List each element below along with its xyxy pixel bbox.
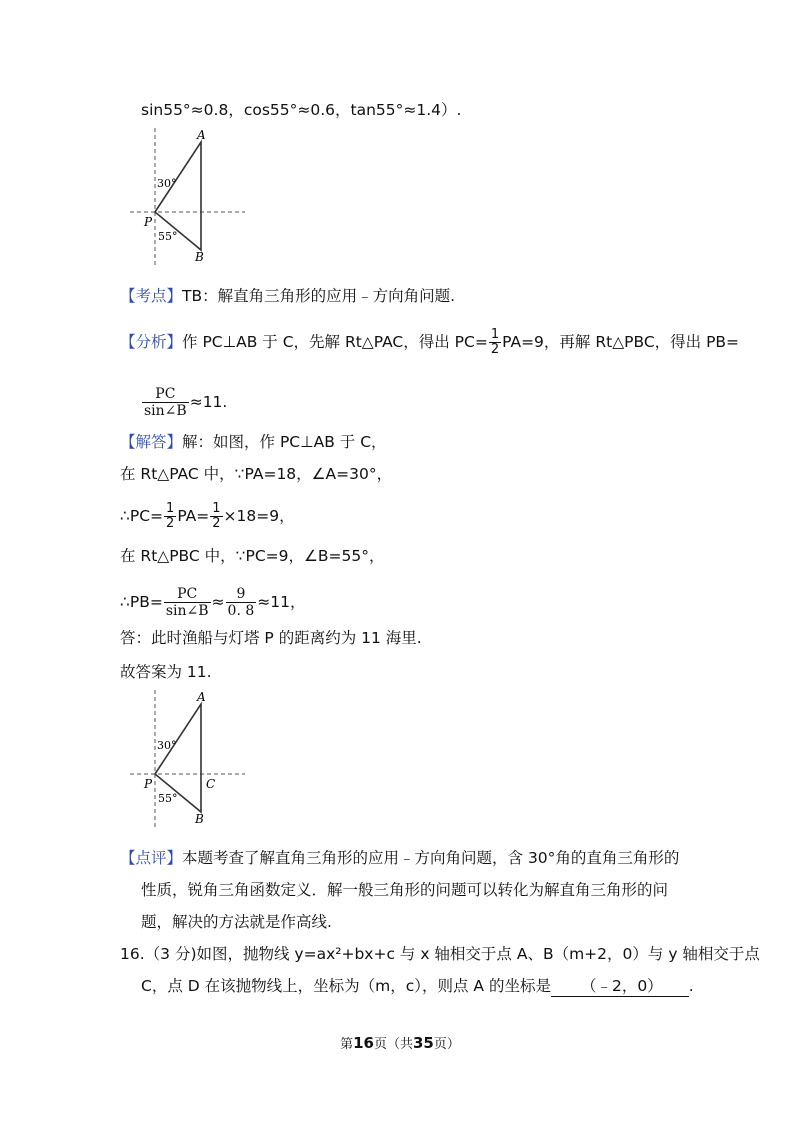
jieda-tag: 【解答】 [120, 433, 183, 451]
fraction-pc-sinb: $\frac{PC}{\sin\angle B}$ [144, 386, 187, 419]
fraction-half: $\frac{1}{2}$ [490, 327, 500, 357]
dianping-line-3: 题，解决的方法就是作高线. [141, 913, 332, 931]
question-16-line-2: C，点 D 在该抛物线上，坐标为（m，c），则点 A 的坐标是 （﹣2，0） . [141, 977, 694, 995]
fenxi-line: 【分析】作 PC⊥AB 于 C，先解 Rt△PAC，得出 PC= $\frac{1}{2}$ PA=9，再解 Rt△PBC，得出 PB= [120, 327, 740, 357]
kaodian-text: TB：解直角三角形的应用﹣方向角问题. [182, 287, 456, 305]
angle-30: 30° [157, 739, 177, 752]
angle-55: 55° [158, 792, 178, 805]
page-footer: 第16页（共35页） [340, 1034, 460, 1052]
label-p: P [144, 777, 153, 791]
answer-final: 故答案为 11. [120, 663, 212, 681]
step-1: 在 Rt△PAC 中，∵PA=18，∠A=30°， [120, 465, 393, 483]
dianping-line-2: 性质，锐角三角函数定义．解一般三角形的问题可以转化为解直角三角形的问 [141, 881, 669, 899]
kaodian-tag: 【考点】 [120, 287, 183, 305]
dianping-tag: 【点评】 [120, 849, 183, 867]
angle-30: 30° [157, 177, 177, 190]
label-p: P [144, 215, 153, 229]
question-16-line-1: 16.（3 分)如图，抛物线 y=ax²+bx+c 与 x 轴相交于点 A、B（m+2，0）与 y 轴相交于点 [120, 945, 760, 963]
triangle-diagram-1 [130, 128, 260, 268]
dianping-line-1: 【点评】本题考查了解直角三角形的应用﹣方向角问题，含 30°角的直角三角形的 [120, 849, 680, 867]
answer-blank: （﹣2，0） [551, 976, 689, 997]
step-4: ∴PB= $\frac{PC}{\sin\angle B}$ ≈ $\frac{9}{0. 8}$ ≈11， [120, 586, 306, 619]
page-total: 35 [413, 1034, 434, 1052]
label-b: B [195, 812, 204, 826]
page-number: 16 [353, 1034, 374, 1052]
step-2: ∴PC= $\frac{1}{2}$ PA= $\frac{1}{2}$ ×18=9， [120, 501, 295, 531]
fenxi-formula: $\frac{PC}{\sin\angle B}$ ≈11. [144, 386, 228, 419]
step-3: 在 Rt△PBC 中，∵PC=9，∠B=55°， [120, 547, 385, 565]
trig-values-line: sin55°≈0.8，cos55°≈0.6，tan55°≈1.4）. [141, 101, 462, 119]
triangle-diagram-2 [130, 690, 260, 830]
fenxi-tag: 【分析】 [120, 333, 183, 351]
jieda-line: 【解答】解：如图，作 PC⊥AB 于 C， [120, 433, 387, 451]
kaodian-line [120, 286, 455, 306]
answer-line: 答：此时渔船与灯塔 P 的距离约为 11 海里. [120, 629, 422, 647]
label-c: C [206, 777, 216, 791]
label-a: A [197, 690, 206, 704]
label-b: B [195, 250, 204, 264]
angle-55: 55° [158, 230, 178, 243]
label-a: A [197, 128, 206, 142]
